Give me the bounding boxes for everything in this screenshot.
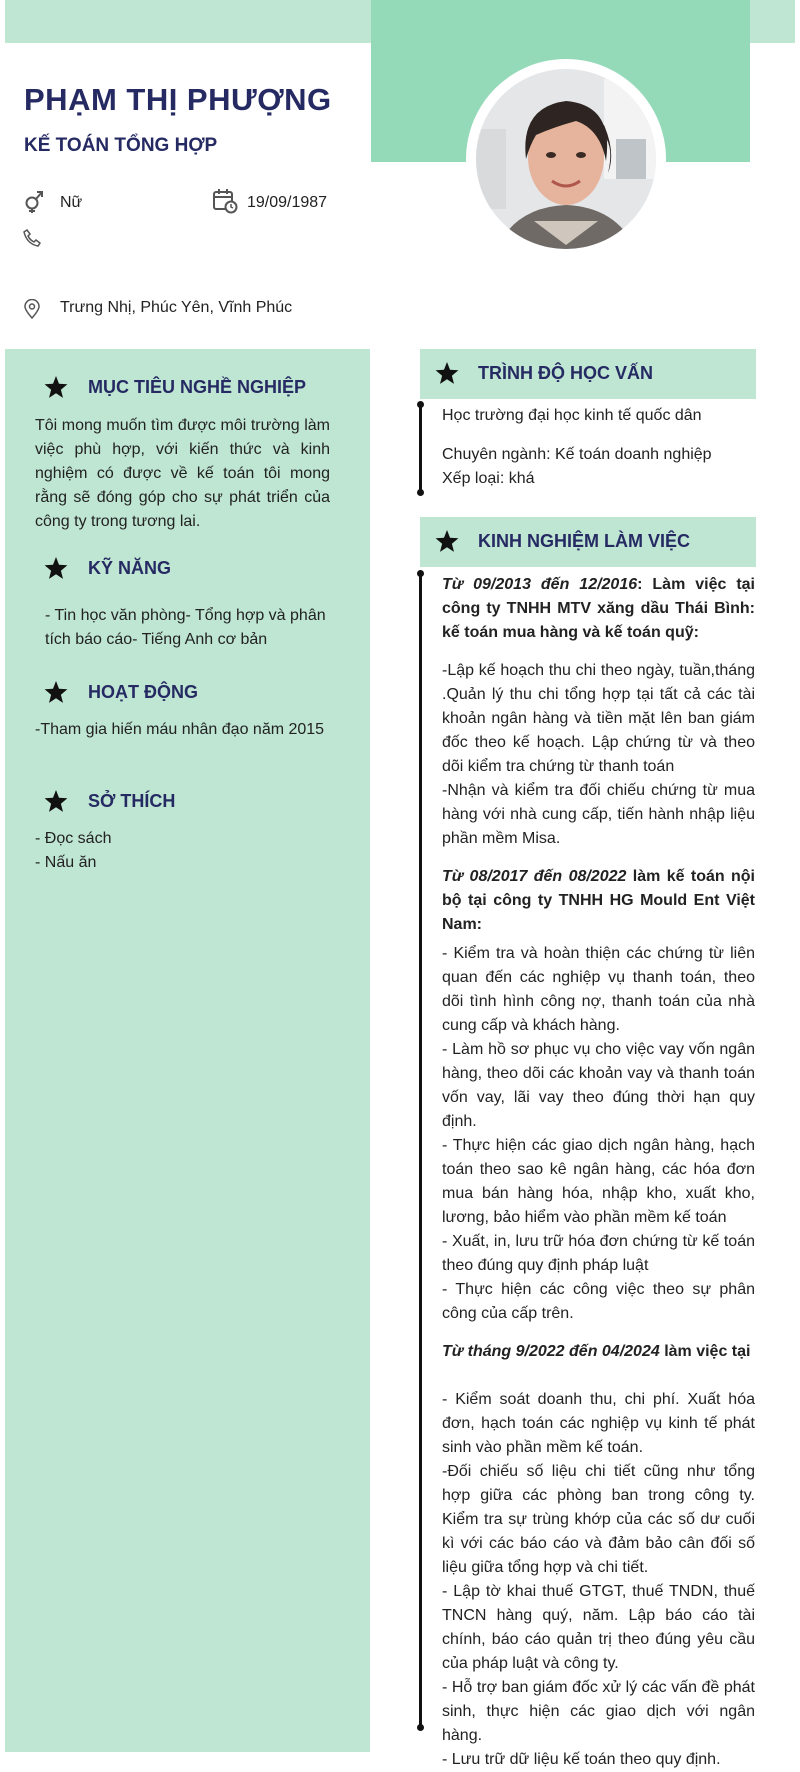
star-icon: [44, 375, 68, 399]
experience-line: -Đối chiếu số liệu chi tiết cũng như tổng hợp giữa các phòng ban trong công ty. Kiểm tra sự trùng khớp của các số dư cuối kì với các báo cáo và đảm bảo cân đối số liệu giữa tổng hợp và chi tiết.: [442, 1463, 755, 1576]
experience-period: Từ 09/2013 đến 12/2016: [442, 576, 638, 593]
birthdate-value: 19/09/1987: [247, 194, 328, 211]
section-title: TRÌNH ĐỘ HỌC VẤN: [478, 362, 653, 383]
section-experience-header: [420, 517, 756, 567]
section-title: HOẠT ĐỘNG: [88, 681, 198, 702]
experience-line: -Nhận và kiểm tra đối chiếu chứng từ mua hàng với nhà cung cấp, tiến hành nhập liệu phần mềm Misa.: [442, 782, 755, 847]
page-title: PHẠM THỊ PHƯỢNG: [24, 82, 332, 117]
list-item: - Nấu ăn: [35, 854, 97, 871]
section-title: KINH NGHIỆM LÀM VIỆC: [478, 530, 691, 551]
location-pin-icon: [24, 299, 40, 324]
education-grade: Xếp loại: khá: [442, 470, 535, 487]
section-hobbies-header: [44, 789, 175, 813]
experience-heading: [442, 865, 755, 937]
experience-line: -Lập kế hoạch thu chi theo ngày, tuần,tháng .Quản lý thu chi tổng hợp tại tất cả các tài khoản ngân hàng và tiền mặt lên ban giám đốc theo kế hoạch. Lập chứng từ và theo dõi kiểm tra chứng từ thanh toán: [442, 662, 755, 775]
address-value: Trưng Nhị, Phúc Yên, Vĩnh Phúc: [60, 299, 293, 316]
career-goal-text: Tôi mong muốn tìm được môi trường làm việc phù hợp, với kiến thức và kinh nghiệm có được về kế toán tôi mong rằng sẽ đóng góp cho sự phát triển của công ty trong tương lai.: [35, 417, 330, 530]
experience-heading: [442, 1340, 755, 1364]
experience-period: Từ 08/2017 đến 08/2022: [442, 868, 627, 885]
star-icon: [435, 529, 459, 553]
timeline-dot: [417, 570, 424, 577]
experience-line: - Kiểm soát doanh thu, chi phí. Xuất hóa đơn, hạch toán các nghiệp vụ kinh tế phát sinh vào phần mềm kế toán.: [442, 1391, 755, 1456]
section-title: SỞ THÍCH: [88, 790, 176, 811]
avatar: [476, 69, 656, 249]
phone-icon: [23, 229, 41, 252]
experience-period: Từ tháng 9/2022 đến 04/2024: [442, 1343, 660, 1360]
experience-item: [442, 1340, 755, 1772]
experience-timeline: [419, 574, 422, 1727]
experience-line: - Làm hồ sơ phục vụ cho việc vay vốn ngân hàng, theo dõi các khoản vay và thanh toán vốn vay, lãi vay theo đúng thời hạn quy định.: [442, 1041, 755, 1130]
star-icon: [44, 680, 68, 704]
experience-line: - Lưu trữ dữ liệu kế toán theo quy định.: [442, 1751, 721, 1768]
experience-heading-text: làm kế toán nội bộ tại công ty TNHH HG Mould Ent Việt Nam:: [442, 868, 755, 933]
calendar-icon: [212, 188, 238, 219]
experience-line: - Thực hiện các giao dịch ngân hàng, hạch toán theo sao kê ngân hàng, các hóa đơn mua bán hàng hóa, nhập kho, xuất kho, lương, bảo hiểm vào phần mềm kế toán: [442, 1137, 755, 1226]
hobbies-list: [35, 827, 335, 875]
education-major: Chuyên ngành: Kế toán doanh nghiệp: [442, 446, 712, 463]
section-activities-header: [44, 680, 198, 704]
experience-list: [442, 573, 755, 1772]
section-education-header: [420, 349, 756, 399]
section-career-goal-header: [44, 375, 306, 399]
experience-line: - Xuất, in, lưu trữ hóa đơn chứng từ kế toán theo đúng quy định pháp luật: [442, 1233, 755, 1274]
gender-icon: [23, 188, 45, 219]
skills-text: - Tin học văn phòng- Tổng hợp và phân tích báo cáo- Tiếng Anh cơ bản: [45, 607, 326, 648]
experience-line: - Hỗ trợ ban giám đốc xử lý các vấn đề phát sinh, thực hiện các giao dịch với ngân hàng.: [442, 1679, 755, 1744]
experience-line: - Thực hiện các công việc theo sự phân công của cấp trên.: [442, 1281, 755, 1322]
activities-text: -Tham gia hiến máu nhân đạo năm 2015: [35, 721, 325, 738]
section-skills-header: [44, 556, 171, 580]
timeline-dot: [417, 489, 424, 496]
gender-value: Nữ: [60, 194, 83, 211]
experience-item: [442, 573, 755, 851]
star-icon: [435, 361, 459, 385]
experience-heading-text: làm việc tại: [659, 1343, 751, 1360]
experience-line: - Lập tờ khai thuế GTGT, thuế TNDN, thuế TNCN hàng quý, năm. Lập báo cáo tài chính, báo cáo quản trị theo đúng yêu cầu của pháp luật và công ty.: [442, 1583, 755, 1672]
job-title: KẾ TOÁN TỔNG HỢP: [24, 135, 218, 156]
section-title: KỸ NĂNG: [88, 557, 172, 578]
experience-heading-text: : Làm việc tại công ty TNHH MTV xăng dầu Thái Bình: kế toán mua hàng và kế toán quỹ:: [442, 576, 756, 641]
timeline-dot: [417, 401, 424, 408]
education-school: Học trường đại học kinh tế quốc dân: [442, 407, 702, 424]
list-item: - Đọc sách: [35, 830, 112, 847]
star-icon: [44, 556, 68, 580]
experience-heading: [442, 573, 755, 645]
section-title: MỤC TIÊU NGHỀ NGHIỆP: [88, 376, 307, 397]
education-timeline: [419, 405, 422, 491]
experience-item: [442, 865, 755, 1326]
star-icon: [44, 789, 68, 813]
timeline-dot: [417, 1724, 424, 1731]
experience-line: - Kiểm tra và hoàn thiện các chứng từ liên quan đến các nghiệp vụ thanh toán, theo dõi tình hình công nợ, thanh toán của nhà cung cấp và khách hàng.: [442, 945, 755, 1034]
